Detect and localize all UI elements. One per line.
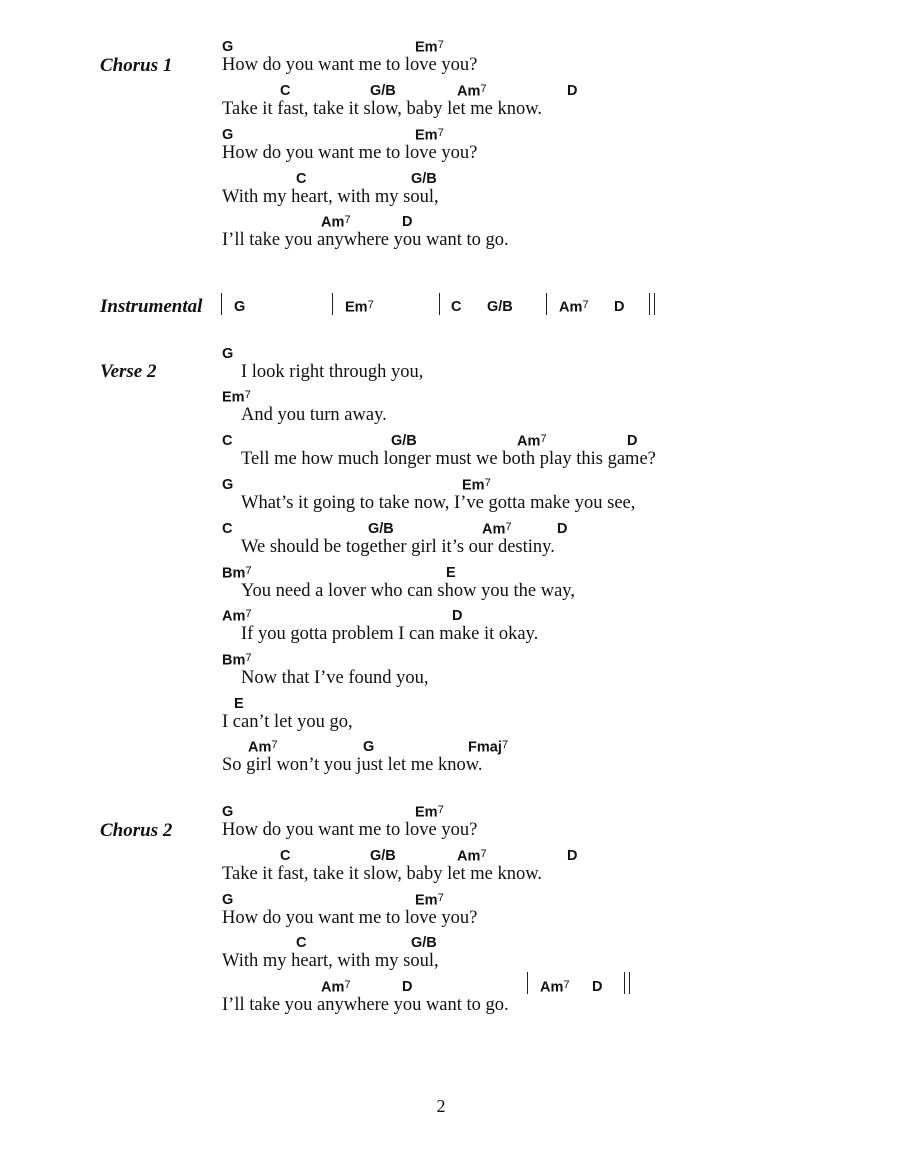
chord: G/B <box>411 171 437 187</box>
chord: G <box>222 892 234 908</box>
lyric-line: Take it fast, take it slow, baby let me know. <box>222 99 542 119</box>
chord: D <box>627 433 638 449</box>
chord: G <box>222 127 234 143</box>
chord: Am$^7$ <box>559 299 589 316</box>
chord: D <box>567 848 578 864</box>
chord: C <box>451 299 462 315</box>
chord: G/B <box>368 521 394 537</box>
chord: Em$^7$ <box>345 299 374 316</box>
chord: Em$^7$ <box>222 389 251 406</box>
chord: G <box>363 739 375 755</box>
final-barline <box>654 293 655 315</box>
bar-line <box>546 293 547 315</box>
chord: D <box>452 608 463 624</box>
lyric-line: I look right through you, <box>241 362 424 382</box>
section-label-verse-2: Verse 2 <box>100 361 157 382</box>
chord: Em$^7$ <box>415 804 444 821</box>
chord: Am$^7$ <box>321 214 351 231</box>
section-label-chorus-2: Chorus 2 <box>100 820 173 841</box>
chord: Em$^7$ <box>462 477 491 494</box>
chord: Am$^7$ <box>321 979 351 996</box>
bar-line <box>527 972 528 994</box>
chord: G/B <box>487 299 513 315</box>
lyric-line: Now that I’ve found you, <box>241 668 429 688</box>
lyric-line: So girl won’t you just let me know. <box>222 755 483 775</box>
chord: D <box>614 299 625 315</box>
bar-line <box>332 293 333 315</box>
chord: C <box>222 521 233 537</box>
lyric-line: Tell me how much longer must we both play this game? <box>241 449 656 469</box>
chord: Am$^7$ <box>222 608 252 625</box>
chord: G/B <box>370 83 396 99</box>
chord: D <box>402 979 413 995</box>
chord: C <box>222 433 233 449</box>
chord: Am$^7$ <box>482 521 512 538</box>
chord: Em$^7$ <box>415 39 444 56</box>
lyric-line: If you gotta problem I can make it okay. <box>241 624 539 644</box>
chord: Am$^7$ <box>248 739 278 756</box>
chord: G/B <box>411 935 437 951</box>
lyric-line: Take it fast, take it slow, baby let me know. <box>222 864 542 884</box>
chord: Em$^7$ <box>415 892 444 909</box>
chord: D <box>592 979 603 995</box>
chord: D <box>557 521 568 537</box>
chord: D <box>402 214 413 230</box>
chord: Em$^7$ <box>415 127 444 144</box>
chord: Bm$^7$ <box>222 565 252 582</box>
chord: E <box>446 565 456 581</box>
chord: Am$^7$ <box>540 979 570 996</box>
chord: G <box>222 804 234 820</box>
lyric-line: And you turn away. <box>241 405 387 425</box>
chord: C <box>280 83 291 99</box>
section-label-instrumental: Instrumental <box>100 296 203 317</box>
chord: Am$^7$ <box>457 848 487 865</box>
chord: Am$^7$ <box>457 83 487 100</box>
chord: G/B <box>391 433 417 449</box>
final-barline <box>629 972 630 994</box>
chord: G <box>222 346 234 362</box>
lyric-line: We should be together girl it’s our destiny. <box>241 537 555 557</box>
chord: C <box>280 848 291 864</box>
lyric-line: I can’t let you go, <box>222 712 353 732</box>
chord: G <box>222 477 234 493</box>
section-label-chorus-1: Chorus 1 <box>100 55 173 76</box>
chord: G/B <box>370 848 396 864</box>
lyric-line: How do you want me to love you? <box>222 55 478 75</box>
lyric-line: With my heart, with my soul, <box>222 187 439 207</box>
page-number: 2 <box>436 1096 446 1116</box>
chord: Am$^7$ <box>517 433 547 450</box>
lyric-line: You need a lover who can show you the way, <box>241 581 575 601</box>
bar-line <box>439 293 440 315</box>
chord: D <box>567 83 578 99</box>
lyric-line: With my heart, with my soul, <box>222 951 439 971</box>
chord: C <box>296 935 307 951</box>
lyric-line: I’ll take you anywhere you want to go. <box>222 230 509 250</box>
chord: E <box>234 696 244 712</box>
chord: Fmaj$^7$ <box>468 739 509 756</box>
final-barline <box>624 972 625 994</box>
lyric-line: What’s it going to take now, I’ve gotta make you see, <box>241 493 636 513</box>
final-barline <box>649 293 650 315</box>
chord: C <box>296 171 307 187</box>
lyric-line: How do you want me to love you? <box>222 908 478 928</box>
chord: Bm$^7$ <box>222 652 252 669</box>
bar-line <box>221 293 222 315</box>
chord: G <box>234 299 246 315</box>
lyric-line: How do you want me to love you? <box>222 820 478 840</box>
lyric-line: How do you want me to love you? <box>222 143 478 163</box>
lyric-line: I’ll take you anywhere you want to go. <box>222 995 509 1015</box>
chord: G <box>222 39 234 55</box>
